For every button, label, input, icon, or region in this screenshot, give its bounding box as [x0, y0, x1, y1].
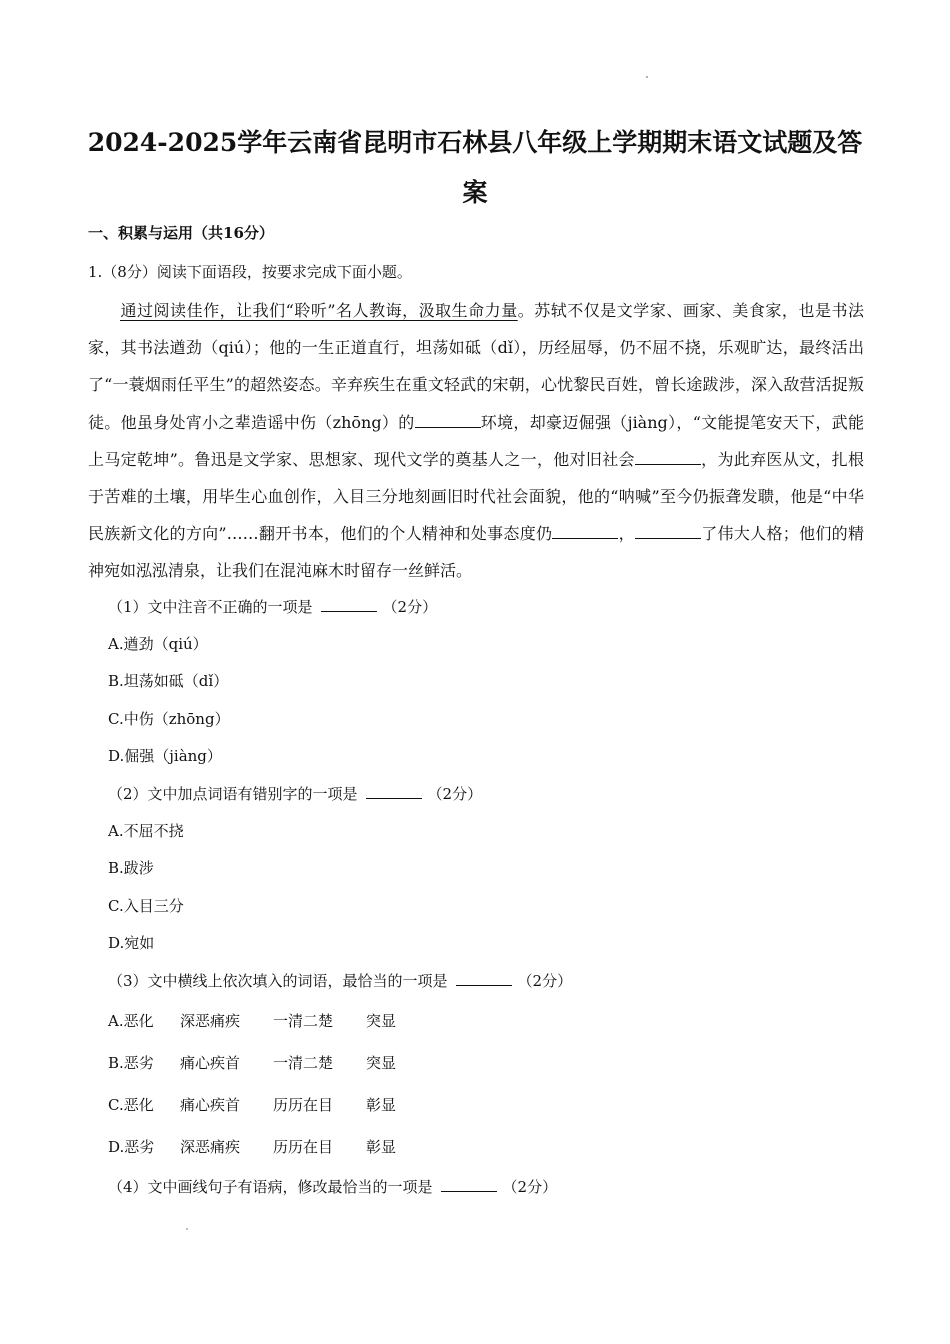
sub-question	[108, 1176, 557, 1198]
option: B.坦荡如砥（dǐ）	[108, 672, 229, 690]
option	[108, 1010, 396, 1032]
option-word: 突显	[366, 1054, 397, 1072]
question-score: （2分）	[427, 785, 483, 803]
option	[108, 1052, 396, 1074]
option-word: D.恶劣	[108, 1138, 155, 1156]
option: D.宛如	[108, 934, 155, 952]
option	[108, 1136, 396, 1158]
underlined-sentence: 通过阅读佳作，让我们“聆听”名人教诲，汲取生命力量	[120, 301, 518, 320]
option-word: B.恶劣	[108, 1054, 154, 1072]
option-word: 彰显	[366, 1096, 397, 1114]
option-word: 历历在目	[273, 1138, 334, 1156]
option	[108, 1094, 396, 1116]
question-stem: （4）文中画线句子有语病，修改最恰当的一项是	[108, 1178, 433, 1196]
option-word: 深恶痛疾	[180, 1012, 241, 1030]
fill-blank	[552, 522, 618, 539]
question-stem: （2）文中加点词语有错别字的一项是	[108, 785, 358, 803]
reading-passage	[88, 292, 864, 590]
option-word: 深恶痛疾	[180, 1138, 241, 1156]
option: A.遒劲（qiú）	[108, 635, 208, 653]
question-score: （2分）	[382, 598, 438, 616]
option: D.倔强（jiàng）	[108, 747, 222, 765]
fill-blank	[635, 448, 701, 465]
option: A.不屈不挠	[108, 822, 184, 840]
option-word: 一清二楚	[273, 1054, 334, 1072]
section-heading: 一、积累与运用（共16分）	[88, 224, 274, 242]
question-score: （2分）	[502, 1178, 558, 1196]
page-title: 2024-2025学年云南省昆明市石林县八年级上学期期末语文试题及答案	[87, 128, 863, 207]
passage-text: 。苏轼不仅是文学家、画家、美食家，也是书法家，其书法遒劲（qiú）；他的一生正道直行，坦荡如砥（dǐ），历经屈辱，仍不屈不挠，乐观旷达，最终活出了“一蓑烟雨任平生”的超然姿态。辛弃疾生在重文轻武的宋朝，心忧黎民百姓，曾长途跋涉，深入敌营活捉叛徒。他虽身处宵小之辈造谣中伤（zhōng）的	[88, 301, 864, 432]
sub-question	[108, 596, 437, 618]
option-word: C.恶化	[108, 1096, 154, 1114]
question-intro: 1.（8分）阅读下面语段，按要求完成下面小题。	[88, 263, 412, 281]
scan-dot	[646, 76, 648, 78]
scan-dot	[186, 1228, 188, 1230]
answer-blank	[456, 971, 512, 986]
option-word: 痛心疾首	[180, 1096, 241, 1114]
passage-text: 环境，却豪迈倔强（jiàng），“文能提笔安天下，武能上马定乾坤”。鲁迅是文学家、思想家、现代文学的奠基人之一，他对旧社会	[88, 412, 864, 469]
passage-text: ，	[618, 524, 635, 544]
option: C.中伤（zhōng）	[108, 710, 230, 728]
option-word: 彰显	[366, 1138, 397, 1156]
sub-question	[108, 970, 572, 992]
question-stem: （3）文中横线上依次填入的词语，最恰当的一项是	[108, 972, 448, 990]
sub-question	[108, 783, 482, 805]
option-word: A.恶化	[108, 1012, 154, 1030]
fill-blank	[635, 522, 701, 539]
option: B.跋涉	[108, 859, 154, 877]
answer-blank	[366, 784, 422, 799]
question-stem: （1）文中注音不正确的一项是	[108, 598, 313, 616]
option-word: 痛心疾首	[180, 1054, 241, 1072]
option-word: 一清二楚	[273, 1012, 334, 1030]
passage-text: 了伟大人格；他们的精神宛如泓泓清泉，让我们在混沌麻木时留存一丝鲜活。	[88, 524, 864, 581]
option: C.入目三分	[108, 897, 184, 915]
option-word: 历历在目	[273, 1096, 334, 1114]
option-word: 突显	[366, 1012, 397, 1030]
fill-blank	[415, 411, 481, 428]
answer-blank	[321, 597, 377, 612]
passage-text: ，为此弃医从文，扎根于苦难的土壤，用毕生心血创作，入目三分地刻画旧时代社会面貌，他的“呐喊”至今仍振聋发聩，他是“中华民族新文化的方向”……翻开书本，他们的个人精神和处事态度仍	[88, 449, 864, 544]
question-score: （2分）	[517, 972, 573, 990]
answer-blank	[441, 1177, 497, 1192]
